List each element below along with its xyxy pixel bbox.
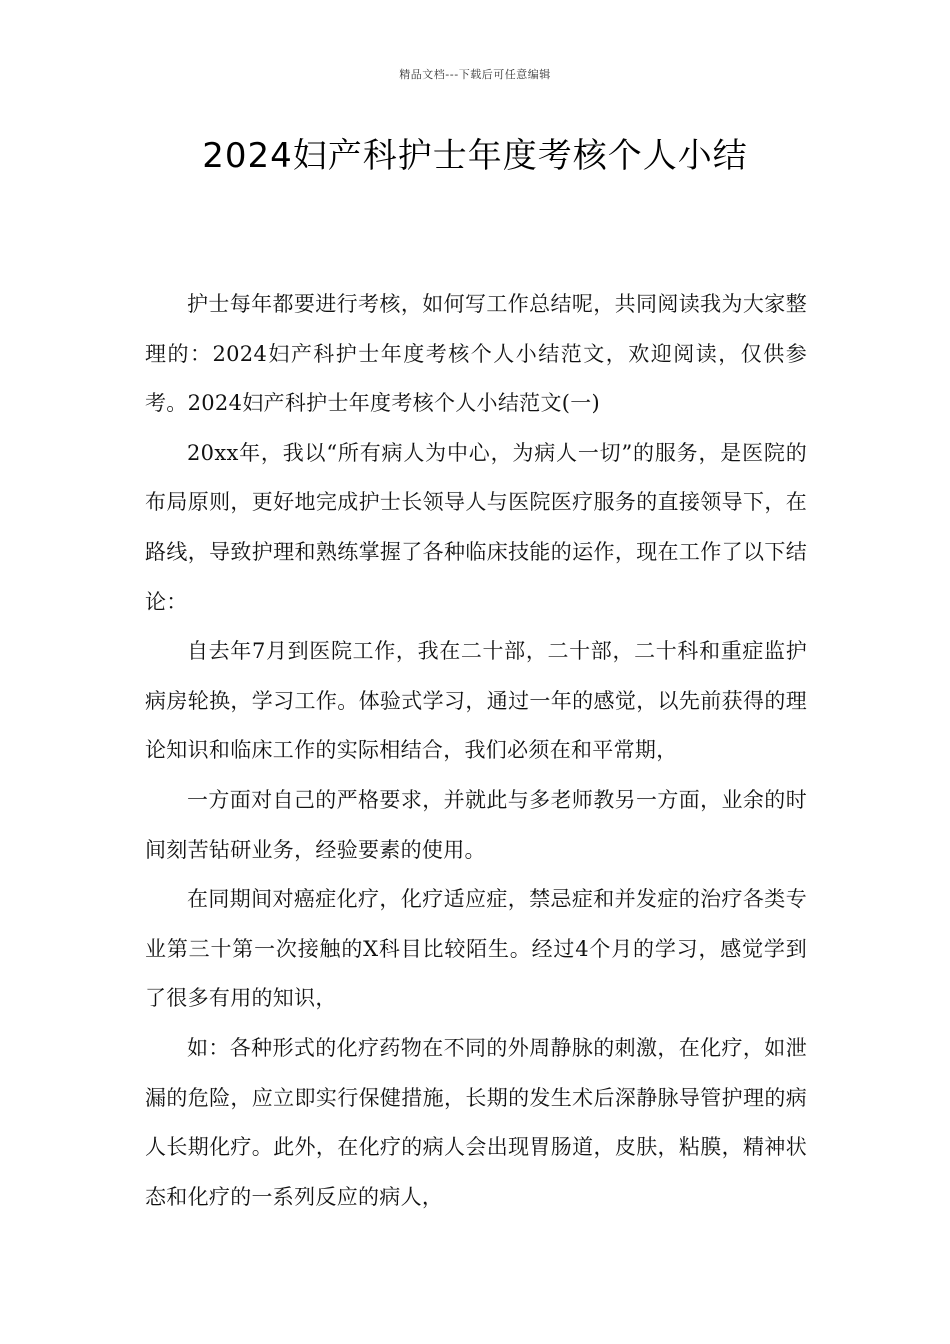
paragraph: 护士每年都要进行考核，如何写工作总结呢，共同阅读我为大家整理的：2024妇产科护士年度考核个人小结范文，欢迎阅读，仅供参考。2024妇产科护士年度考核个人小结范文(一)	[145, 292, 807, 416]
paragraph: 自去年7月到医院工作，我在二十部，二十部，二十科和重症监护病房轮换，学习工作。体验式学习，通过一年的感觉，以先前获得的理论知识和临床工作的实际相结合，我们必须在和平常期，	[145, 639, 807, 763]
paragraph: 如：各种形式的化疗药物在不同的外周静脉的刺激，在化疗，如泄漏的危险，应立即实行保健措施，长期的发生术后深静脉导管护理的病人长期化疗。此外，在化疗的病人会出现胃肠道，皮肤，粘膜，精神状态和化疗的一系列反应的病人，	[145, 1035, 807, 1209]
document-body	[145, 280, 807, 1222]
paragraph: 在同期间对癌症化疗，化疗适应症，禁忌症和并发症的治疗各类专业第三十第一次接触的X科目比较陌生。经过4个月的学习，感觉学到了很多有用的知识，	[145, 887, 807, 1011]
paragraph: 一方面对自己的严格要求，并就此与多老师教另一方面，业余的时间刻苦钻研业务，经验要素的使用。	[145, 787, 807, 862]
document-title: 2024妇产科护士年度考核个人小结	[202, 136, 748, 176]
header-note: 精品文档---下载后可任意编辑	[399, 68, 551, 81]
paragraph: 20xx年，我以“所有病人为中心，为病人一切”的服务，是医院的布局原则，更好地完成护士长领导人与医院医疗服务的直接领导下，在路线，导致护理和熟练掌握了各种临床技能的运作，现在工作了以下结论：	[145, 440, 807, 614]
